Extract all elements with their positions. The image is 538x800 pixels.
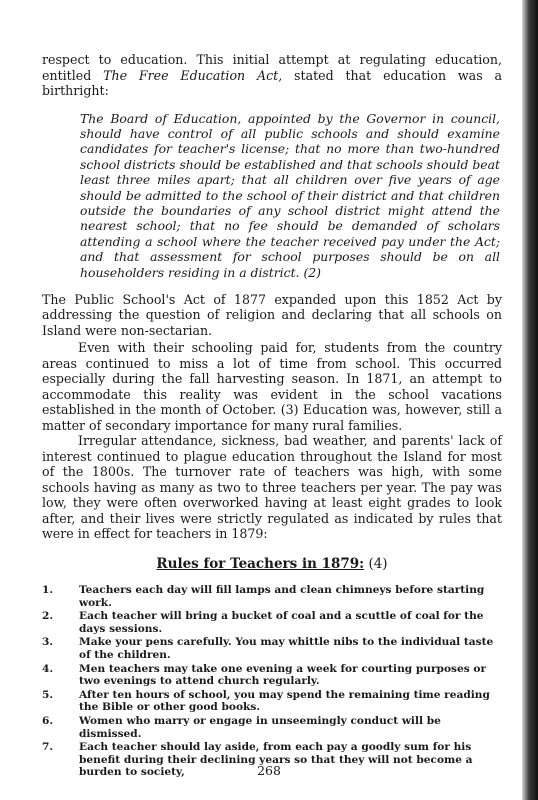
rule-text: After ten hours of school, you may spend the remaining time reading the Bible or other good books. — [79, 688, 490, 714]
rule-text: Each teacher will bring a bucket of coal and a scuttle of coal for the days sessions. — [79, 610, 484, 635]
rules-heading-ref: (4) — [364, 555, 388, 572]
rule-item — [42, 636, 502, 661]
rule-item — [42, 663, 502, 688]
paragraph-attendance: Even with their schooling paid for, students from the country areas continued to miss a lot of time from school. This occurred especially during the fall harvesting season. In 1871, an attempt to accommodate this reality was evident in the school vacations established in the month of October. (3) Education was, however, still a matter of secondary importance for many rural families. — [42, 340, 502, 433]
intro-text-start: respect to education. This initial attempt at regulating education, entitled — [42, 52, 502, 83]
rule-text: Each teacher should lay aside, from each pay a goodly sum for his benefit during their declining years so that they will not become a burden to society, — [79, 741, 473, 779]
paragraph-irregular-attendance: Irregular attendance, sickness, bad weather, and parents' lack of interest continued to plague education throughout the Island for most of the 1800s. The turnover rate of teachers was high, with some schools having as many as two to three teachers per year. The pay was low, they were often overworked having at least eight grades to look after, and their lives were strictly regulated as indicated by rules that were in effect for teachers in 1879: — [42, 433, 502, 542]
paragraph-public-schools-act: The Public School's Act of 1877 expanded upon this 1852 Act by addressing the question of religion and declaring that all schools on Island were non-sectarian. — [42, 291, 502, 338]
block-quote: The Board of Education, appointed by the Governor in council, should have control of all public schools and should examine candidates for teacher's license; that no more than two-hundred school districts should be established and that schools should beat least three miles apart; that all children over five years of age should be admitted to the school of their district and that children outside the boundaries of any school district might attend the nearest school; that no fee should be demanded of scholars attending a school where the teacher received pay under the Act; and that assessment for school purposes should be on all householders residing in a district. (2) — [80, 110, 500, 280]
rule-number: 7. — [42, 741, 54, 754]
rule-item — [42, 715, 502, 740]
rule-text: Men teachers may take one evening a week for courting purposes or two evenings to attend church regularly. — [79, 662, 487, 688]
page-edge-shadow — [522, 0, 538, 800]
page-number: 268 — [257, 763, 281, 778]
page-content — [42, 52, 502, 780]
rule-item — [42, 689, 502, 714]
intro-paragraph — [42, 52, 502, 99]
act-title: The Free Education Act, — [103, 67, 283, 83]
rule-number: 1. — [42, 583, 54, 596]
rule-number: 6. — [42, 714, 54, 727]
rule-item — [42, 610, 502, 635]
rule-text: Women who marry or engage in unseemingly conduct will be dismissed. — [79, 714, 441, 740]
rule-text: Teachers each day will fill lamps and clean chimneys before starting work. — [79, 583, 485, 609]
rules-heading-title: Rules for Teachers in 1879: — [156, 555, 365, 572]
rule-text: Make your pens carefully. You may whittle nibs to the individual taste of the children. — [79, 636, 494, 661]
rule-number: 5. — [42, 688, 54, 701]
rule-number: 2. — [42, 610, 54, 623]
rule-number: 3. — [42, 636, 54, 649]
rules-heading — [42, 556, 502, 572]
rule-item — [42, 584, 502, 609]
rule-number: 4. — [42, 662, 54, 675]
intro-text-end: stated that education was a birthright: — [42, 67, 503, 98]
rules-list — [42, 584, 502, 779]
